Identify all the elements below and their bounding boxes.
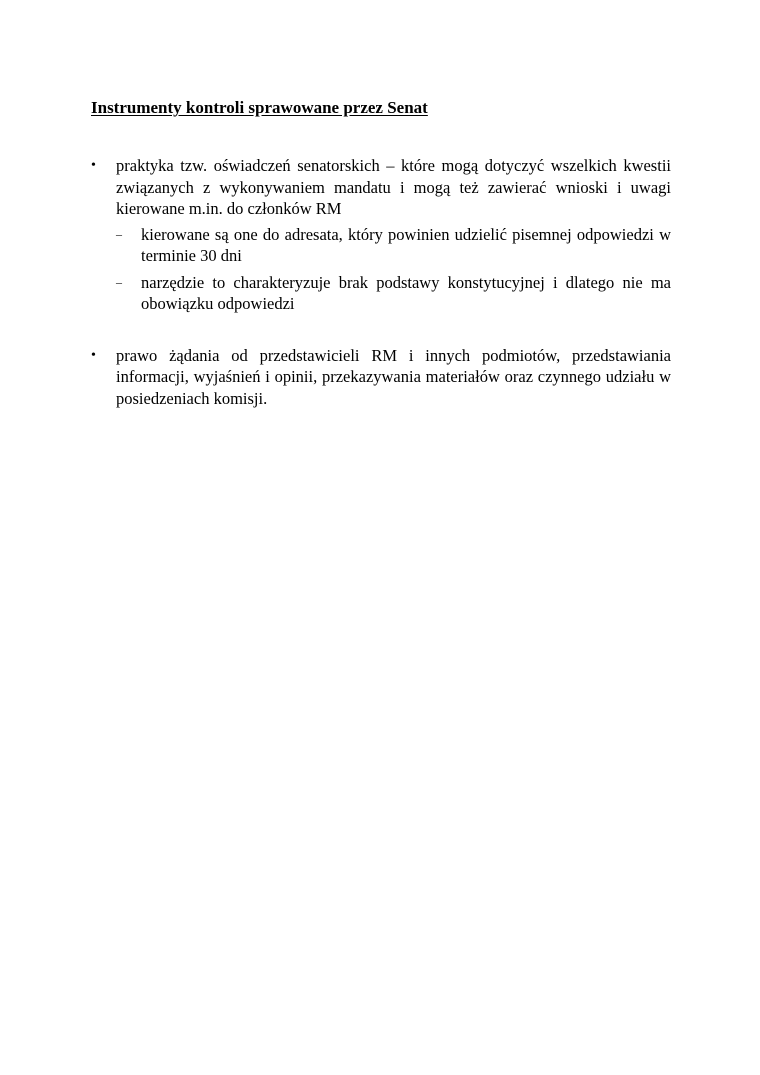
- sub-list: [116, 224, 671, 315]
- dash-icon: –: [116, 274, 122, 289]
- sub-list-item: [116, 224, 671, 267]
- document-title: Instrumenty kontroli sprawowane przez Senat: [91, 98, 428, 117]
- list-item: [91, 155, 671, 315]
- sub-list-item-text: kierowane są one do adresata, który powinien udzielić pisemnej odpowiedzi w terminie 30 dni: [141, 224, 671, 265]
- bullet-icon: •: [91, 347, 96, 363]
- list-item-text: praktyka tzw. oświadczeń senatorskich – które mogą dotyczyć wszelkich kwestii związanych z wykonywaniem mandatu i mogą też zawierać wnioski i uwagi kierowane m.in. do członków RM: [116, 156, 671, 218]
- list-item: [91, 345, 671, 410]
- sub-list-item-text: narzędzie to charakteryzuje brak podstawy konstytucyjnej i dlatego nie ma obowiązku odpowiedzi: [141, 272, 671, 313]
- dash-icon: –: [116, 226, 122, 241]
- bullet-icon: •: [91, 158, 96, 173]
- bullet-list: [91, 155, 671, 409]
- sub-list-item: [116, 272, 671, 315]
- list-item-text: prawo żądania od przedstawicieli RM i innych podmiotów, przedstawiania informacji, wyjaśnień i opinii, przekazywania materiałów oraz czynnego udziału w posiedzeniach komisji.: [116, 345, 671, 408]
